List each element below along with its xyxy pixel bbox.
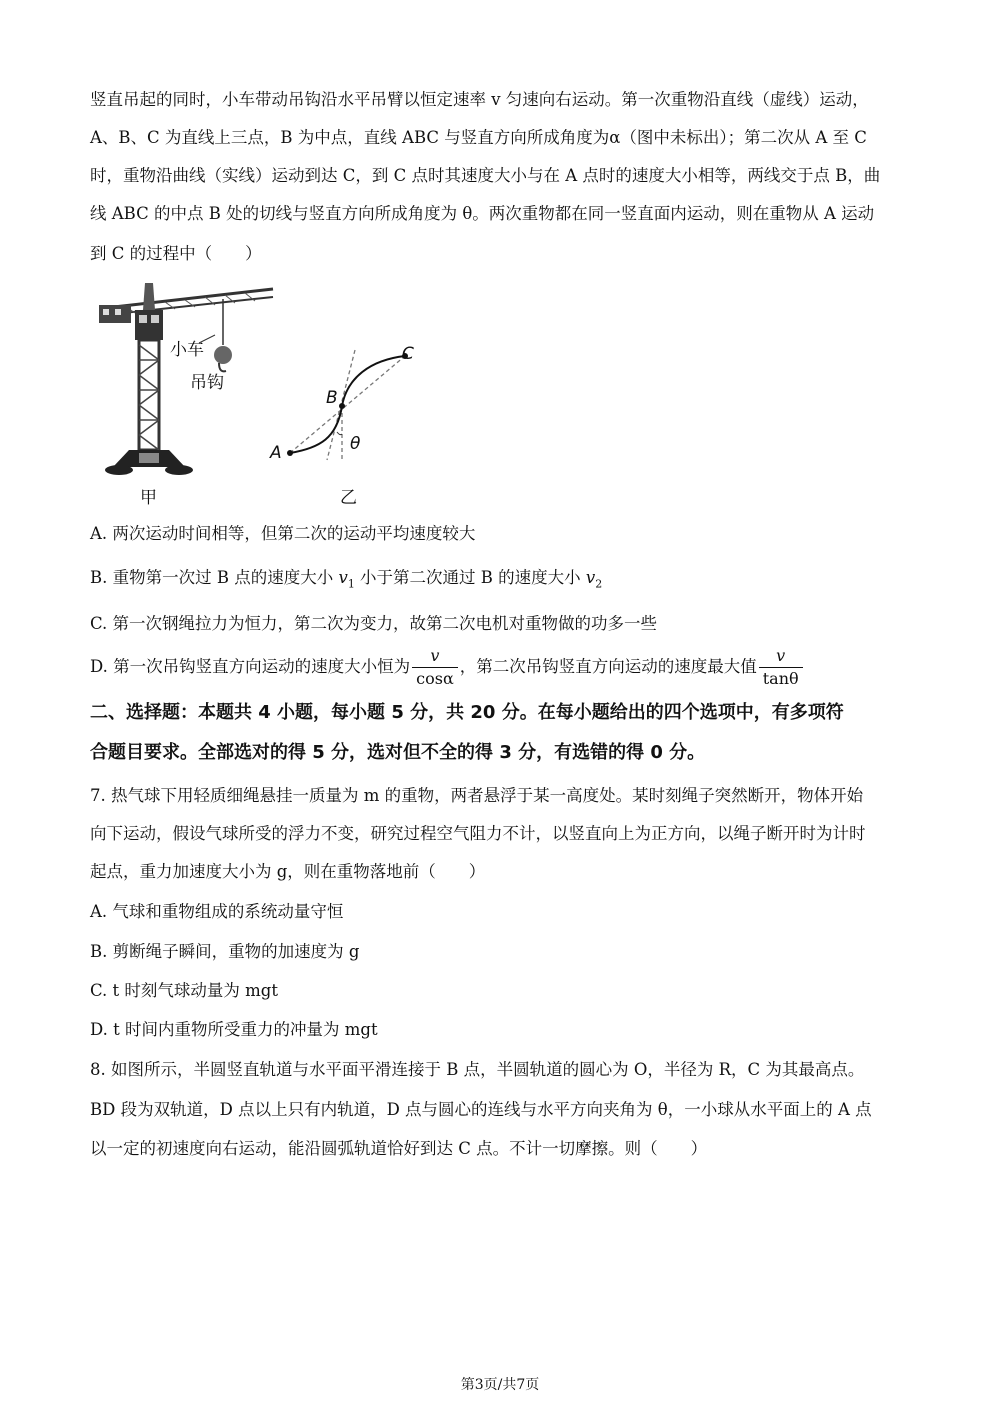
trajectory-diagram — [265, 340, 425, 475]
fraction-v-over-cos-alpha — [412, 645, 458, 690]
q6-v2: v — [585, 568, 596, 587]
q7-option-d: D. t 时间内重物所受重力的冲量为 mgt — [90, 1020, 378, 1039]
q6-v1: v — [338, 568, 348, 587]
q6-option-b — [90, 564, 602, 590]
q8-line-2: BD 段为双轨道，D 点以上只有内轨道，D 点与圆心的连线与水平方向夹角为 θ，一小球从水平面上的 A 点 — [90, 1100, 872, 1119]
q6-option-b-middle: 小于第二次通过 B 的速度大小 — [354, 568, 586, 587]
label-yi: 乙 — [340, 488, 357, 508]
frac2-numerator: v — [759, 645, 803, 668]
q6-option-a: A. 两次运动时间相等，但第二次的运动平均速度较大 — [90, 524, 476, 543]
section-2-line-1: 二、选择题：本题共 4 小题，每小题 5 分，共 20 分。在每小题给出的四个选项中，有多项符 — [90, 702, 844, 723]
intro-line-5: 到 C 的过程中（ ） — [90, 244, 262, 263]
q6-v1-sub: 1 — [347, 577, 355, 591]
point-c-label: C — [402, 344, 414, 364]
frac2-denominator: tanθ — [762, 669, 799, 688]
point-b-label: B — [326, 388, 338, 408]
q6-option-b-prefix: B. 重物第一次过 B 点的速度大小 — [90, 568, 339, 587]
q7-line-2: 向下运动，假设气球所受的浮力不变，研究过程空气阻力不计，以竖直向上为正方向，以绳子断开时为计时 — [90, 824, 866, 843]
label-hook: 吊钩 — [190, 373, 224, 393]
q7-option-c: C. t 时刻气球动量为 mgt — [90, 981, 278, 1000]
q6-option-c: C. 第一次钢绳拉力为恒力，第二次为变力，故第二次电机对重物做的功多一些 — [90, 614, 658, 633]
page-number-footer: 第3页/共7页 — [460, 1377, 540, 1393]
q6-option-d-middle: ，第二次吊钩竖直方向运动的速度最大值 — [459, 657, 757, 676]
label-car: 小车 — [170, 340, 204, 360]
q7-line-3: 起点，重力加速度大小为 g，则在重物落地前（ ） — [90, 862, 486, 881]
intro-line-1: 竖直吊起的同时，小车带动吊钩沿水平吊臂以恒定速率 v 匀速向右运动。第一次重物沿直线（虚线）运动， — [90, 90, 869, 109]
intro-line-2: A、B、C 为直线上三点，B 为中点，直线 ABC 与竖直方向所成角度为α（图中未标出）；第二次从 A 至 C — [90, 128, 867, 147]
q7-option-b: B. 剪断绳子瞬间，重物的加速度为 g — [90, 942, 360, 961]
q6-option-d — [90, 645, 805, 690]
frac1-denominator: cosα — [416, 669, 454, 688]
q7-line-1: 7. 热气球下用轻质细绳悬挂一质量为 m 的重物，两者悬浮于某一高度处。某时刻绳子突然断开，物体开始 — [90, 786, 864, 805]
fraction-v-over-tan-theta — [759, 645, 803, 690]
tower-crane-figure — [95, 275, 275, 480]
intro-line-4: 线 ABC 的中点 B 处的切线与竖直方向所成角度为 θ。两次重物都在同一竖直面内运动，则在重物从 A 运动 — [90, 204, 875, 223]
section-2-heading — [90, 693, 930, 773]
frac1-numerator: v — [412, 645, 458, 668]
q6-option-d-prefix: D. 第一次吊钩竖直方向运动的速度大小恒为 — [90, 657, 411, 676]
q8-line-3: 以一定的初速度向右运动，能沿圆弧轨道恰好到达 C 点。不计一切摩擦。则（ ） — [90, 1139, 708, 1158]
theta-label: θ — [350, 434, 361, 454]
section-2-line-2: 合题目要求。全部选对的得 5 分，选对但不全的得 3 分，有选错的得 0 分。 — [90, 742, 706, 763]
label-jia: 甲 — [140, 488, 157, 508]
q7-option-a: A. 气球和重物组成的系统动量守恒 — [90, 902, 344, 921]
q8-line-1: 8. 如图所示，半圆竖直轨道与水平面平滑连接于 B 点，半圆轨道的圆心为 O，半径为 R，C 为其最高点。 — [90, 1060, 865, 1079]
intro-line-3: 时，重物沿曲线（实线）运动到达 C，到 C 点时其速度大小与在 A 点时的速度大小相等，两线交于点 B，曲 — [90, 166, 881, 185]
q6-v2-sub: 2 — [595, 577, 603, 591]
point-a-label: A — [270, 443, 282, 463]
